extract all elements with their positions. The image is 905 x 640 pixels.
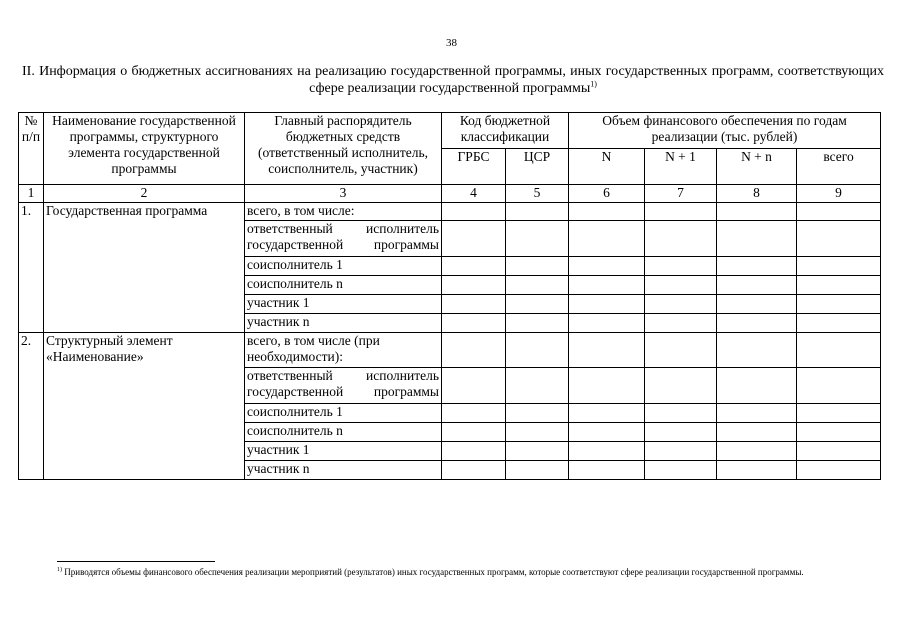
header-name: Наименование государственной программы, структурного элемента государственной программы (44, 113, 245, 185)
footnote-mark: 1) (57, 567, 62, 573)
cell-year-n-plus-1 (645, 442, 717, 461)
row-name: Государственная программа (44, 203, 245, 333)
cell-year-n (569, 423, 645, 442)
cell-total (797, 257, 881, 276)
cell-year-n-plus-n (717, 314, 797, 333)
cell-year-n (569, 257, 645, 276)
cell-grbs (442, 461, 506, 480)
cell-csr (506, 368, 569, 404)
row-manager: участник n (245, 314, 442, 333)
cell-year-n-plus-1 (645, 423, 717, 442)
row-manager: ответственный исполнитель государственной программы (245, 368, 442, 404)
cell-csr (506, 404, 569, 423)
row-manager: участник n (245, 461, 442, 480)
cell-year-n (569, 461, 645, 480)
header-csr: ЦСР (506, 149, 569, 185)
cell-year-n (569, 368, 645, 404)
header-year-n-plus-1: N + 1 (645, 149, 717, 185)
header-budget-code: Код бюджетной классификации (442, 113, 569, 149)
cell-year-n-plus-1 (645, 221, 717, 257)
cell-year-n (569, 221, 645, 257)
cell-year-n (569, 203, 645, 221)
cell-year-n-plus-1 (645, 203, 717, 221)
cell-year-n-plus-n (717, 295, 797, 314)
cell-grbs (442, 257, 506, 276)
cell-grbs (442, 203, 506, 221)
cell-total (797, 333, 881, 368)
cell-year-n-plus-n (717, 333, 797, 368)
cell-year-n-plus-1 (645, 295, 717, 314)
cell-csr (506, 276, 569, 295)
cell-year-n-plus-1 (645, 404, 717, 423)
column-number: 3 (245, 185, 442, 203)
row-manager: соисполнитель n (245, 276, 442, 295)
cell-total (797, 314, 881, 333)
column-number-row (19, 185, 881, 203)
header-year-n-plus-n: N + n (717, 149, 797, 185)
cell-year-n (569, 276, 645, 295)
header-grbs: ГРБС (442, 149, 506, 185)
column-number: 7 (645, 185, 717, 203)
section-title (22, 63, 884, 97)
header-year-n: N (569, 149, 645, 185)
section-title-text: II. Информация о бюджетных ассигнованиях на реализацию государственной программы, иных государственных программ, соответствующих сфере реализации государственной программы (22, 64, 884, 96)
cell-year-n-plus-n (717, 276, 797, 295)
cell-year-n-plus-n (717, 442, 797, 461)
footnote-text: Приводятся объемы финансового обеспечения реализации мероприятий (результатов) иных государственных программ, которые соответствуют сфере реализации государственной программы. (64, 567, 804, 577)
cell-year-n-plus-n (717, 257, 797, 276)
cell-grbs (442, 333, 506, 368)
footnote (57, 566, 882, 578)
column-number: 2 (44, 185, 245, 203)
cell-csr (506, 333, 569, 368)
cell-grbs (442, 276, 506, 295)
cell-grbs (442, 404, 506, 423)
cell-year-n (569, 404, 645, 423)
column-number: 1 (19, 185, 44, 203)
cell-year-n (569, 333, 645, 368)
cell-csr (506, 257, 569, 276)
header-num: № п/п (19, 113, 44, 185)
row-manager: соисполнитель n (245, 423, 442, 442)
cell-csr (506, 461, 569, 480)
cell-year-n-plus-n (717, 203, 797, 221)
cell-year-n (569, 442, 645, 461)
cell-csr (506, 295, 569, 314)
budget-allocation-table (18, 112, 881, 480)
cell-grbs (442, 442, 506, 461)
row-num: 1. (19, 203, 44, 333)
cell-year-n-plus-n (717, 461, 797, 480)
column-number: 5 (506, 185, 569, 203)
cell-total (797, 368, 881, 404)
column-number: 6 (569, 185, 645, 203)
header-total: всего (797, 149, 881, 185)
cell-csr (506, 203, 569, 221)
cell-year-n-plus-n (717, 404, 797, 423)
row-manager: ответственный исполнитель государственной программы (245, 221, 442, 257)
row-manager: всего, в том числе (при необходимости): (245, 333, 442, 368)
cell-year-n-plus-n (717, 423, 797, 442)
table-row (19, 333, 881, 368)
cell-year-n-plus-1 (645, 461, 717, 480)
cell-year-n-plus-1 (645, 333, 717, 368)
cell-total (797, 203, 881, 221)
table-row (19, 203, 881, 221)
cell-grbs (442, 314, 506, 333)
cell-csr (506, 442, 569, 461)
cell-csr (506, 221, 569, 257)
column-number: 9 (797, 185, 881, 203)
cell-year-n-plus-1 (645, 368, 717, 404)
cell-total (797, 295, 881, 314)
cell-year-n-plus-1 (645, 257, 717, 276)
cell-csr (506, 423, 569, 442)
column-number: 4 (442, 185, 506, 203)
cell-total (797, 423, 881, 442)
row-manager: всего, в том числе: (245, 203, 442, 221)
cell-year-n (569, 295, 645, 314)
footnote-divider (57, 561, 215, 562)
table-body (19, 203, 881, 480)
row-manager: участник 1 (245, 295, 442, 314)
cell-total (797, 442, 881, 461)
cell-grbs (442, 423, 506, 442)
cell-grbs (442, 295, 506, 314)
cell-year-n-plus-n (717, 368, 797, 404)
table-header (19, 113, 881, 203)
row-manager: участник 1 (245, 442, 442, 461)
page-number: 38 (446, 37, 457, 49)
row-manager: соисполнитель 1 (245, 257, 442, 276)
cell-year-n (569, 314, 645, 333)
header-manager: Главный распорядитель бюджетных средств (ответственный исполнитель, соисполнитель, участник) (245, 113, 442, 185)
cell-year-n-plus-n (717, 221, 797, 257)
column-number: 8 (717, 185, 797, 203)
cell-year-n-plus-1 (645, 276, 717, 295)
footnote-reference: 1) (590, 79, 597, 89)
cell-total (797, 221, 881, 257)
cell-grbs (442, 368, 506, 404)
cell-year-n-plus-1 (645, 314, 717, 333)
cell-total (797, 276, 881, 295)
row-num: 2. (19, 333, 44, 480)
row-name: Структурный элемент «Наименование» (44, 333, 245, 480)
cell-total (797, 461, 881, 480)
cell-total (797, 404, 881, 423)
cell-grbs (442, 221, 506, 257)
row-manager: соисполнитель 1 (245, 404, 442, 423)
cell-csr (506, 314, 569, 333)
header-financing: Объем финансового обеспечения по годам реализации (тыс. рублей) (569, 113, 881, 149)
